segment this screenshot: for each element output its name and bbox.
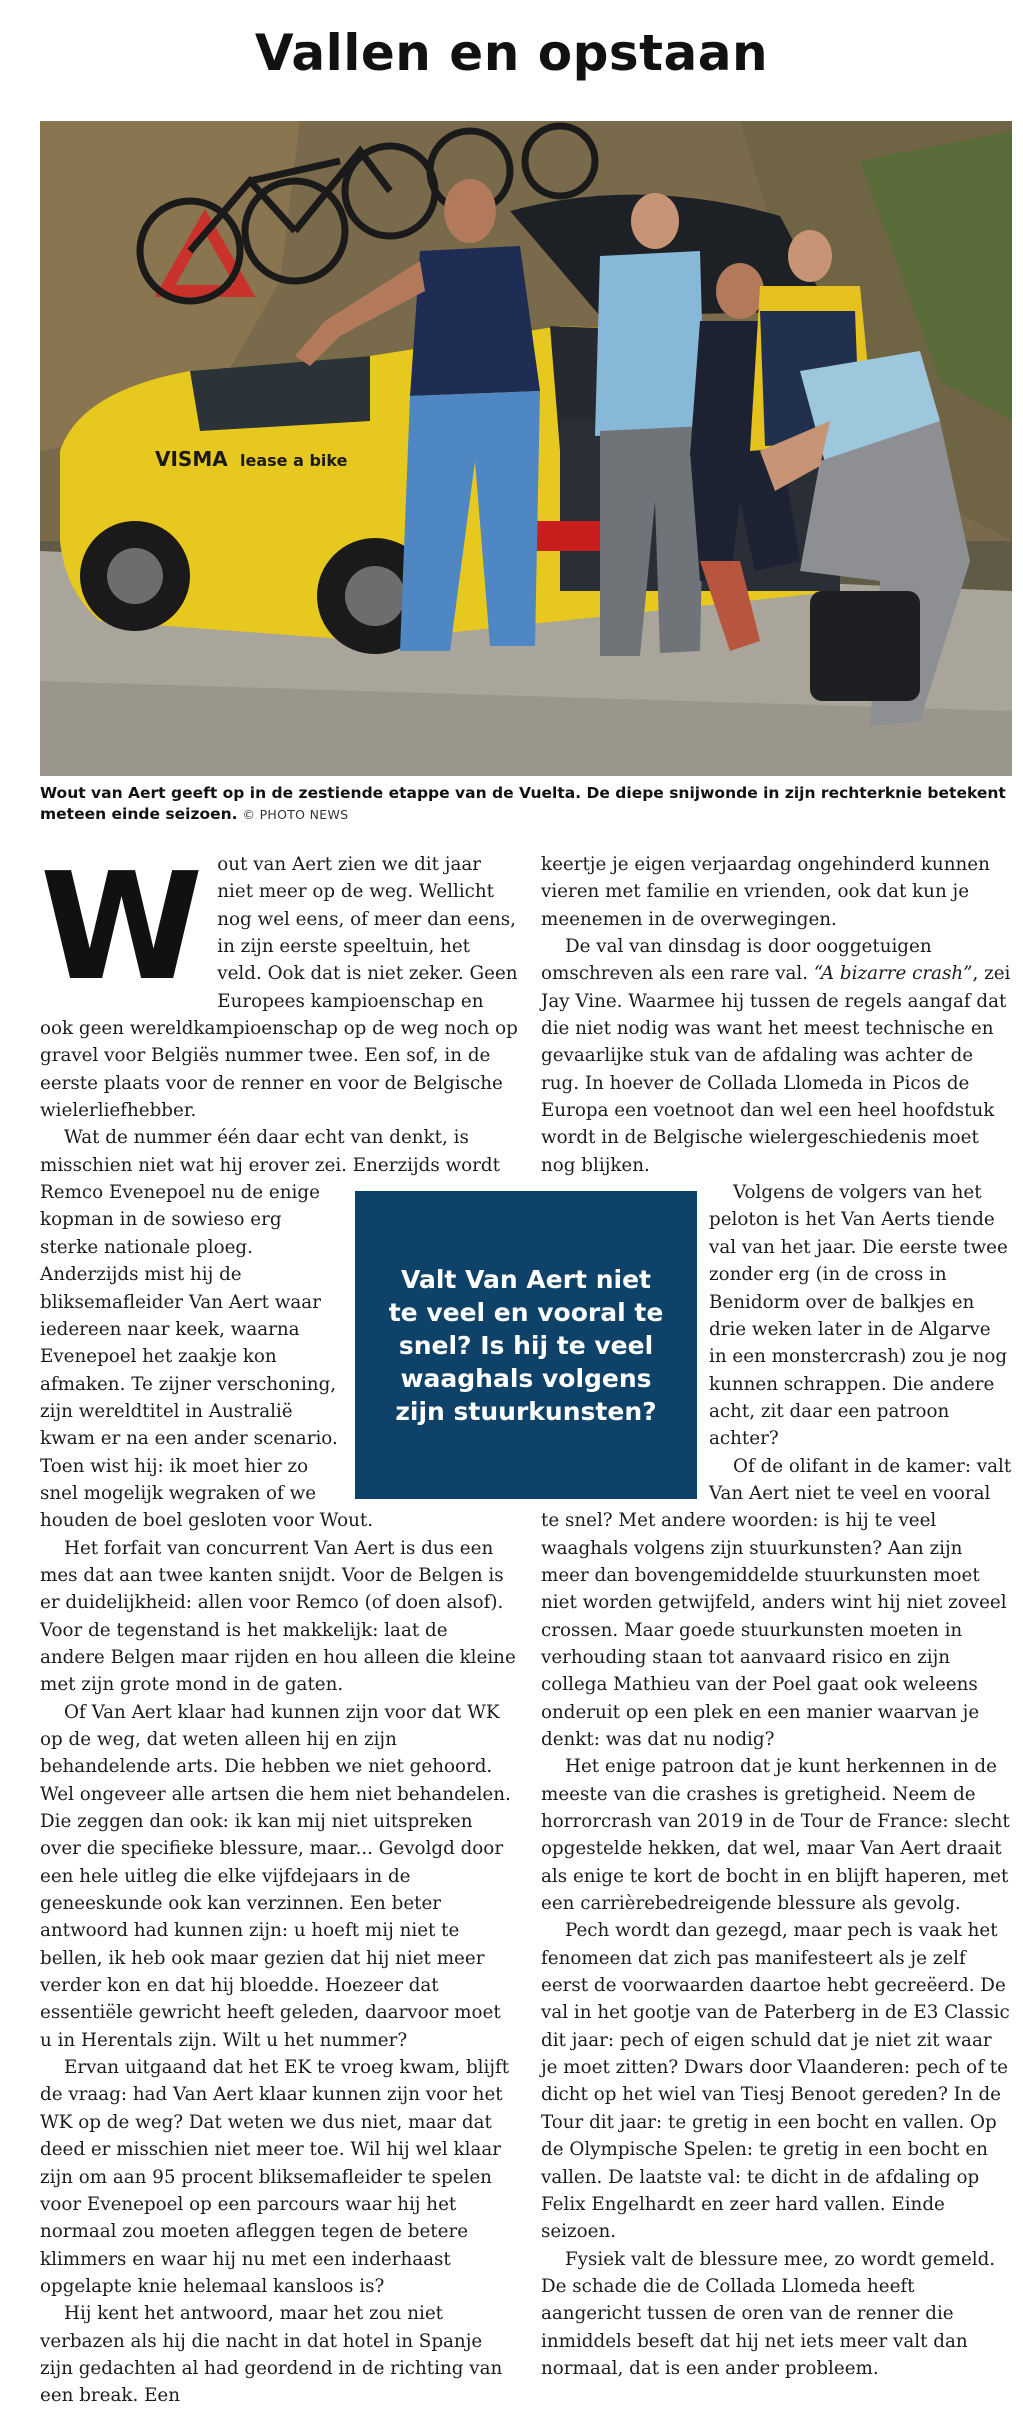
- paragraph-6-continued: keertje je eigen verjaardag ongehinderd kunnen vieren met familie en vrienden, ook dat kun je meenemen in de overwegingen.: [541, 854, 990, 930]
- article-photo: [40, 121, 1012, 776]
- photo-credit: © PHOTO NEWS: [242, 807, 349, 822]
- article-paragraph-7: [541, 933, 1013, 1179]
- photo-caption: [40, 783, 1012, 825]
- paragraph-5-text: Ervan uitgaand dat het EK te vroeg kwam, blijft de vraag: had Van Aert klaar kunnen zijn voor het WK op de weg? Dat weten we dus niet, maar dat deed er misschien niet meer toe. Wil hij wel klaar zijn om aan 95 procent bliksemafleider te spelen voor Evenepoel op een parcours waar hij het normaal zou moeten afleggen tegen de betere klimmers en waar hij nu met een inderhaast opgelapte knie helemaal kansloos is?: [40, 2057, 510, 2297]
- article-paragraph-11: [541, 1917, 1013, 2245]
- paragraph-7-text-b: , zei Jay Vine. Waarmee hij tussen de regels aangaf dat die niet nodig was want het meest technische en gevaarlijke stuk van de afdaling was achter de rug. In hoever de Collada Llomeda in Picos de Europa een voetnoot dan wel een heel hoofdstuk wordt in de Belgische wielergeschiedenis moet nog blijken.: [541, 963, 1011, 1176]
- article-column-left: [40, 841, 518, 2410]
- paragraph-12-text: Fysiek valt de blessure mee, zo wordt gemeld. De schade die de Collada Llomeda heeft aangericht tussen de oren van de renner die inmiddels beseft dat hij net iets meer valt dan normaal, dat is een ander probleem.: [541, 2248, 996, 2379]
- article-paragraph-6: [40, 2300, 518, 2409]
- pull-quote-space-right: [541, 1179, 709, 1503]
- paragraph-7-quote: “A bizarre crash”: [813, 963, 973, 985]
- caption-text: Wout van Aert geeft op in de zestiende etappe van de Vuelta. De diepe snijwonde in zijn rechterknie betekent meteen einde seizoen.: [40, 784, 1006, 823]
- car-logo-visma: VISMA: [155, 447, 228, 471]
- pull-quote-text: Valt Van Aert niet te veel en vooral te snel? Is hij te veel waaghals volgens zijn stuurkunsten?: [388, 1264, 664, 1426]
- paragraph-11-text: Pech wordt dan gezegd, maar pech is vaak het fenomeen dat zich pas manifesteert als je zelf eerst de voorwaarden daartoe hebt gecreëerd. De val in het gootje van de Paterberg in de E3 Classic dit jaar: pech of eigen schuld dat je niet zit waar je moet zitten? Dwars door Vlaanderen: pech of te dicht op het wiel van Tiesj Benoot gereden? In de Tour dit jaar: te gretig in een bocht en vallen. Op de Olympische Spelen: te gretig in een bocht en vallen. De laatste val: te dicht in de afdaling op Felix Engelhardt en zeer hard vallen. Einde seizoen.: [541, 1920, 1010, 2243]
- paragraph-10-text: Het enige patroon dat je kunt herkennen in de meeste van die crashes is gretigheid. Neem de horrorcrash van 2019 in de Tour de France: slecht opgestelde hekken, dat wel, maar Van Aert draait als enige te kort de bocht in en blijft haperen, met een carrièrebedreigende blessure als gevolg.: [541, 1756, 1010, 1915]
- article-paragraph-4: [40, 1699, 518, 2054]
- photo-illustration: [40, 121, 1012, 776]
- paragraph-7-text-a: De val van dinsdag is door ooggetuigen omschreven als een rare val.: [541, 936, 932, 985]
- paragraph-2-text: Wat de nummer één daar echt van denkt, is misschien niet wat hij erover zei. Enerzijds wordt Remco Evenepoel nu de enige kopman in de sowieso erg sterke nationale ploeg. Anderzijds mist hij de bliksemafleider Van Aert waar iedereen naar keek, waarna Evenepoel het zaakje kon afmaken. Te zijner verschoning, zijn wereldtitel in Australië kwam er na een ander scenario. Toen wist hij: ik moet hier zo snel mogelijk wegraken of we houden de boel gesloten voor Wout.: [40, 1127, 500, 1532]
- paragraph-9-text: Of de olifant in de kamer: valt Van Aert niet te veel en vooral te snel? Met andere woorden: is hij te veel waaghals volgens zijn stuurkunsten? Aan zijn meer dan bovengemiddelde stuurkunsten moet niet worden getwijfeld, anders wint hij niet zoveel crossen. Maar goede stuurkunsten moeten in verhouding staan tot aanvaard risico en zijn collega Mathieu van der Poel gaat ook weleens onderuit op een plek en een manier waarvan je denkt: was dat nu nodig?: [541, 1455, 1012, 1750]
- article-paragraph-3: [40, 1535, 518, 1699]
- paragraph-1-text: out van Aert zien we dit jaar niet meer op de weg. Wellicht nog wel eens, of meer dan eens, in zijn eerste speeltuin, het veld. Ook dat is niet zeker. Geen Europees kampioenschap en ook geen wereldkampioenschap op de weg noch op gravel voor Belgiës nummer twee. Een sof, in de eerste plaats voor de renner en voor de Belgische wielerliefhebber.: [40, 854, 518, 1122]
- article-column-right: [541, 851, 1013, 2382]
- article-paragraph-12: [541, 2246, 1013, 2383]
- car-logo-leaseabike: lease a bike: [240, 451, 348, 470]
- paragraph-8-text: Volgens de volgers van het peloton is het Van Aerts tiende val van het jaar. Die eerste twee zonder erg (in de cross in Benidorm over de balkjes en drie weken later in de Algarve in een monstercrash) zou je nog kunnen schrappen. Die andere acht, zit daar een patroon achter?: [709, 1182, 1008, 1450]
- article-paragraph-5: [40, 2054, 518, 2300]
- paragraph-6-text: Hij kent het antwoord, maar het zou niet verbazen als hij die nacht in dat hotel in Spanje zijn gedachten al had geordend in de richting van een break. Een: [40, 2303, 503, 2407]
- drop-cap: W: [40, 841, 204, 1013]
- paragraph-4-text: Of Van Aert klaar had kunnen zijn voor dat WK op de weg, dat weten alleen hij en zijn behandelende arts. Die hebben we niet gehoord. Wel ongeveer alle artsen die hem niet behandelen. Die zeggen dan ook: ik kan mij niet uitspreken over die specifieke blessure, maar... Gevolgd door een hele uitleg die elke vijfdejaars in de geneeskunde ook kan verzinnen. Een beter antwoord had kunnen zijn: u hoeft mij niet te bellen, ik heb ook maar gezien dat hij niet meer verder kon en dat hij bloedde. Hoezeer dat essentiële gewricht heeft geleden, daarvoor moet u in Herentals zijn. Wilt u het nummer?: [40, 1701, 511, 2051]
- headline: Vallen en opstaan: [254, 24, 769, 82]
- article-paragraph-1: [40, 841, 518, 1124]
- article-paragraph-10: [541, 1753, 1013, 1917]
- paragraph-3-text: Het forfait van concurrent Van Aert is dus een mes dat aan twee kanten snijdt. Voor de Belgen is er duidelijkheid: allen voor Remco (of doen alsof). Voor de tegenstand is het makkelijk: laat de andere Belgen maar rijden en hou alleen die kleine met zijn grote mond in de gaten.: [40, 1537, 516, 1696]
